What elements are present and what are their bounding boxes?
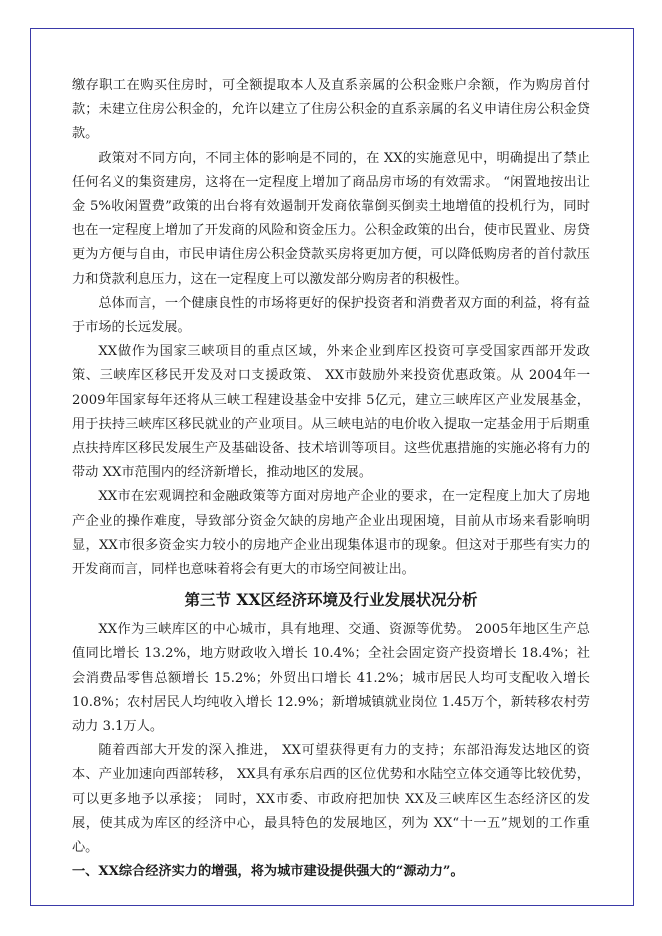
paragraph-housing-fund: 缴存职工在购买住房时，可全额提取本人及直系亲属的公积金账户余额，作为购房首付款；未建立住房公积金的，允许以建立了住房公积金的直系亲属的名义申请住房公积金贷款。 — [72, 78, 590, 142]
paragraph-three-gorges: XX做作为国家三峡项目的重点区域，外来企业到库区投资可享受国家西部开发政策、三峡库区移民开发及对口支援政策、 XX市鼓励外来投资优惠政策。从 2004年一2009年国家每年还将从三峡工程建设基金中安排 5亿元，建立三峡库区产业发展基金，用于扶持三峡库区移民就业的产业项目。从三峡电站的电价收入提取一定基金用于后期重点扶持库区移民发展生产及基础设备、技术培训等项目。这些优惠措施的实施必将有力的带动 XX市范围内的经济新增长，推动地区的发展。 — [72, 344, 590, 481]
paragraph-policy-impact: 政策对不同方向，不同主体的影响是不同的，在 XX的实施意见中，明确提出了禁止任何名义的集资建房，这将在一定程度上增加了商品房市场的有效需求。 “闲置地按出让金 5%收闲置费”政策的出台将有效遏制开发商依靠倒买倒卖土地增值的投机行为，同时也在一定程度上增加了开发商的风险和资金压力。公积金政策的出台，使市民置业、房贷更为方便与自由，市民申请住房公积金贷款买房将更加方便，可以降低购房者的首付款压力和贷款利息压力，这在一定程度上可以激发部分购房者的积极性。 — [72, 150, 590, 287]
paragraph-summary: 总体而言，一个健康良性的市场将更好的保护投资者和消费者双方面的利益，将有益于市场的长远发展。 — [72, 295, 590, 336]
paragraph-macro-control: XX市在宏观调控和金融政策等方面对房地产企业的要求，在一定程度上加大了房地产企业的操作难度，导致部分资金欠缺的房地产企业出现困境，目前从市场来看影响明显，XX市很多资金实力较小的房地产企业出现集体退市的现象。但这对于那些有实力的开发商而言，同样也意味着将会有更大的市场空间被让出。 — [72, 489, 590, 578]
subheading-economic-strength: 一、XX综合经济实力的增强，将为城市建设提供强大的“源动力”。 — [72, 864, 464, 880]
section-title: 第三节 XX区经济环境及行业发展状况分析 — [184, 590, 478, 610]
paragraph-economic-stats: XX作为三峡库区的中心城市，具有地理、交通、资源等优势。 2005年地区生产总值同比增长 13.2%，地方财政收入增长 10.4%；全社会固定资产投资增长 18.4%；社会消费品零售总额增长 15.2%；外贸出口增长 41.2%；城市居民人均可支配收入增长 10.8%；农村居民人均纯收入增长 12.9%；新增城镇就业岗位 1.45万个，新转移农村劳动力 3.1万人。 — [72, 622, 590, 735]
document-body — [72, 74, 590, 885]
paragraph-western-development: 随着西部大开发的深入推进， XX可望获得更有力的支持；东部沿海发达地区的资本、产业加速向西部转移， XX具有承东启西的区位优势和水陆空立体交通等比较优势，可以更多地予以承接； 同时，XX市委、市政府把加快 XX及三峡库区生态经济区的发展，使其成为库区的经济中心，最具特色的发展地区，列为 XX“十一五”规划的工作重心。 — [72, 743, 590, 856]
